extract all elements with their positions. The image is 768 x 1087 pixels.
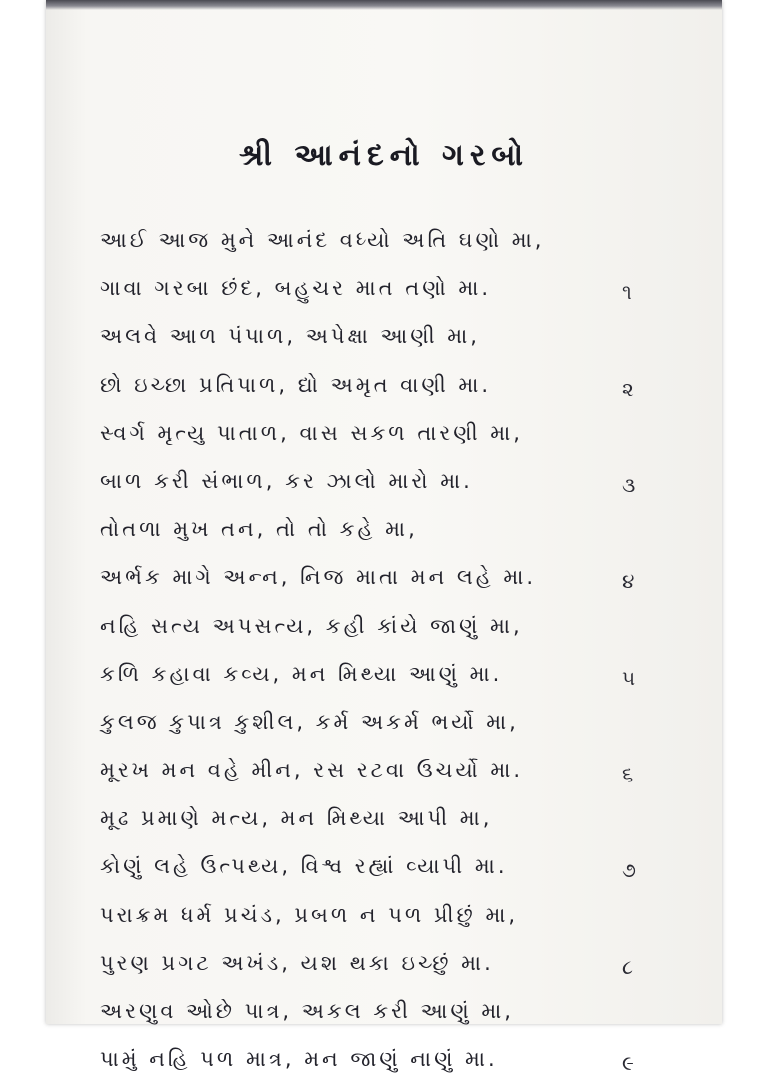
verse-line <box>46 553 722 601</box>
verse-line-text: મૂઢ પ્રમાણે મત્ય, મન મિથ્યા આપી મા, <box>100 806 493 831</box>
verse-line <box>46 312 722 360</box>
page-title: શ્રી આનંદનો ગરબો <box>238 138 530 173</box>
verse-line <box>46 987 722 1035</box>
verse-number: ૭ <box>622 858 636 883</box>
verse-line <box>46 1035 722 1083</box>
verse-number: ૯ <box>622 1051 634 1076</box>
verse-line <box>46 842 722 890</box>
verse-number: ૧ <box>622 280 632 305</box>
verse-line-text: બાળ કરી સંભાળ, કર ઝાલો મારો મા. <box>100 468 473 493</box>
book-page <box>46 0 722 1076</box>
verse-line-text: પરાક્રમ ધર્મ પ્રચંડ, પ્રબળ ન પળ પ્રીછું મા, <box>100 902 519 927</box>
verse-line-text: પામું નહિ પળ માત્ર, મન જાણું નાણું મા. <box>100 1047 498 1072</box>
verse-line-text: ગાવા ગરબા છંદ, બહુચર માત તણો મા. <box>100 276 492 301</box>
verse-number: ૪ <box>622 569 635 594</box>
verse-line-text: કુલજ કુપાત્ર કુશીલ, કર્મ અકર્મ ભર્યો મા, <box>100 709 519 734</box>
verse-line <box>46 264 722 312</box>
verse-line-text: કળિ કહાવા કવ્ય, મન મિથ્યા આણું મા. <box>100 661 503 686</box>
page-top-edge <box>46 0 722 10</box>
verse-line-text: અરણુવ ઓછે પાત્ર, અકલ કરી આણું મા, <box>100 999 514 1023</box>
verse-line <box>46 505 722 553</box>
verse-line <box>46 746 722 794</box>
verse-number: ૩ <box>622 472 636 497</box>
verse-line-text: કોણું લહે ઉત્પથ્ય, વિશ્વ રહ્યાં વ્યાપી મા. <box>100 854 508 879</box>
verse-line <box>46 216 722 264</box>
verse-line <box>46 650 722 698</box>
verse-number: ૮ <box>622 954 633 979</box>
verse-line <box>46 939 722 987</box>
verse-line-text: અર્ભક માગે અન્ન, નિજ માતા મન લહે મા. <box>100 565 537 590</box>
verse-line <box>46 698 722 746</box>
verse-line <box>46 361 722 409</box>
verse-number: ૨ <box>622 376 634 401</box>
verse-list <box>46 216 722 1083</box>
verse-line-text: અલવે આળ પંપાળ, અપેક્ષા આણી મા, <box>100 324 480 349</box>
verse-line <box>46 891 722 939</box>
verse-line <box>46 457 722 505</box>
verse-line-text: તોતળા મુખ તન, તો તો કહે મા, <box>100 517 418 542</box>
verse-line-text: મૂરખ મન વહે મીન, રસ રટવા ઉચર્યો મા. <box>100 758 524 783</box>
verse-number: ૬ <box>622 762 634 787</box>
verse-line-text: નહિ સત્ય અપસત્ય, કહી કાંયે જાણું મા, <box>100 613 523 638</box>
verse-number: ૫ <box>622 665 636 690</box>
verse-line-text: સ્વર્ગ મૃત્યુ પાતાળ, વાસ સકળ તારણી મા, <box>100 420 523 445</box>
verse-line-text: છો ઇચ્છા પ્રતિપાળ, દ્યો અમૃત વાણી મા. <box>100 372 492 397</box>
verse-line <box>46 602 722 650</box>
verse-line-text: પુરણ પ્રગટ અખંડ, યશ થકા ઇચ્છું મા. <box>100 950 494 975</box>
verse-line <box>46 409 722 457</box>
verse-line-text: આઈ આજ મુને આનંદ વધ્યો અતિ ઘણો મા, <box>100 228 545 252</box>
verse-line <box>46 794 722 842</box>
